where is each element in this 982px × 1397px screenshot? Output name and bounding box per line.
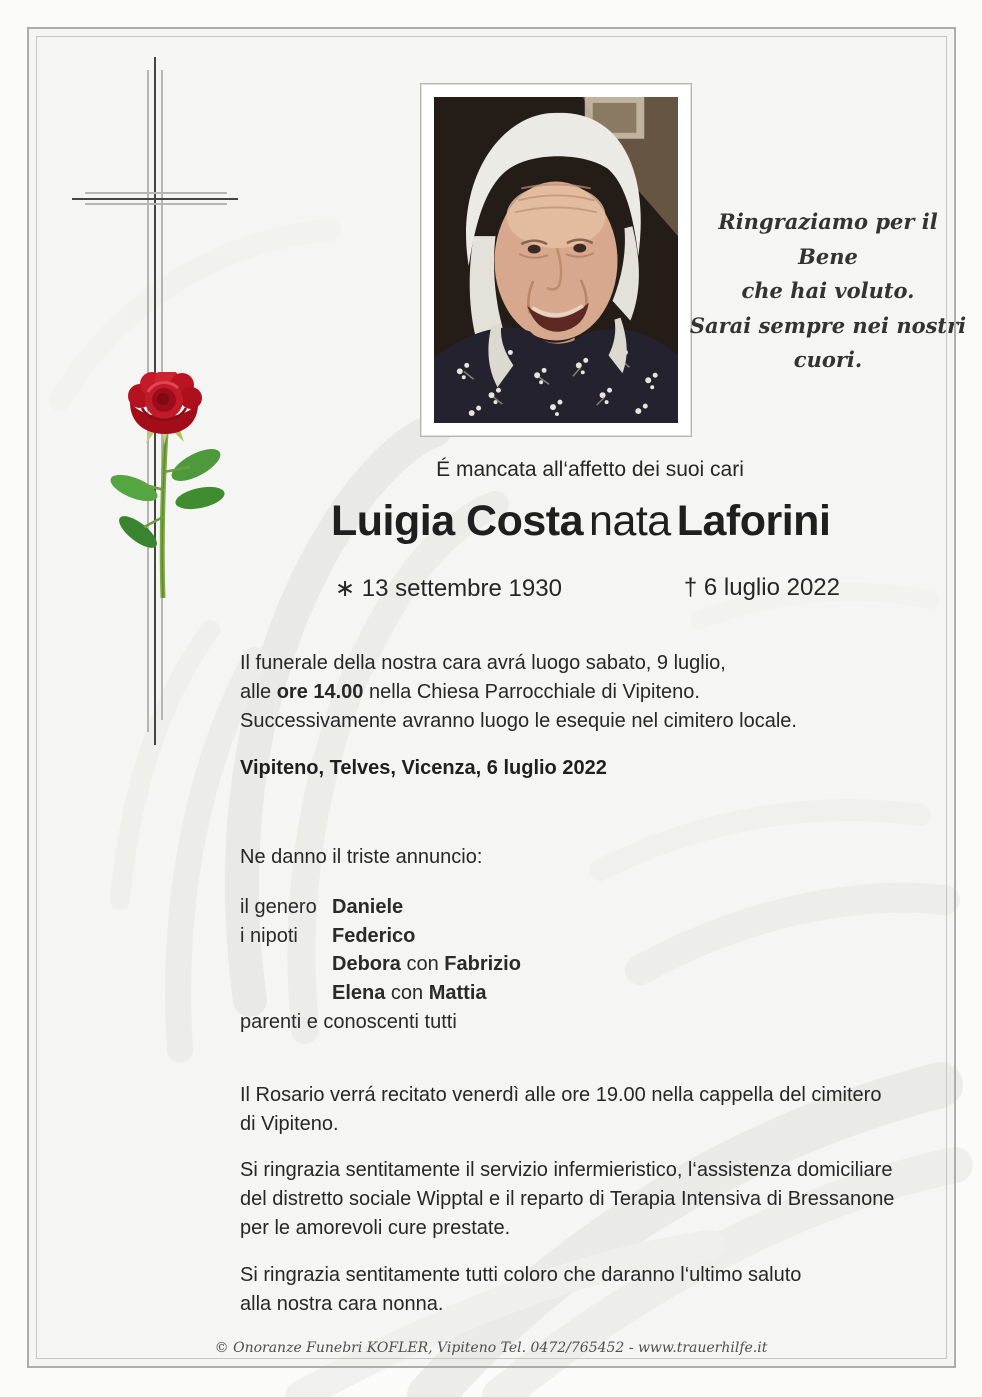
family-closing: parenti e conoscenti tutti: [240, 1010, 457, 1033]
thanks-services-line-3: per le amorevoli cure prestate.: [240, 1217, 511, 1239]
funeral-line-2: [240, 678, 980, 707]
cross-arm-echo-bottom: [85, 203, 227, 205]
deceased-first-name: Luigia Costa: [331, 497, 584, 545]
family-member-name: Elena: [332, 981, 386, 1004]
birth-date: ∗ 13 settembre 1930: [335, 575, 562, 602]
blessing-line-2: che hai voluto.: [741, 278, 915, 303]
funeral-line-1: Il funerale della nostra cara avrá luogo sabato, 9 luglio,: [240, 652, 726, 674]
funeral-time: ore 14.00: [276, 681, 364, 703]
con-label: con: [406, 953, 439, 975]
deceased-name: [331, 497, 891, 546]
family-row: [240, 979, 521, 1008]
portrait-photo-frame: [420, 83, 692, 437]
rose-icon: [100, 372, 230, 602]
announcement-heading: Ne danno il triste annuncio:: [240, 846, 483, 868]
deceased-maiden-name: Laforini: [676, 497, 831, 545]
thanks-all-line-2: alla nostra cara nonna.: [240, 1293, 444, 1315]
blessing-line-1: Ringraziamo per il Bene: [718, 209, 938, 269]
funeral-line-2-pre: alle: [240, 681, 272, 703]
rosary-line-2: di Vipiteno.: [240, 1113, 339, 1135]
funeral-paragraph: [240, 649, 980, 736]
family-member-name: Debora: [332, 953, 401, 975]
family-member-name: Fabrizio: [444, 953, 521, 975]
family-member-name: Mattia: [428, 981, 487, 1004]
portrait-photo: [434, 97, 678, 423]
funeral-line-2-post: nella Chiesa Parrocchiale di Vipiteno.: [369, 681, 700, 703]
family-member-name: Daniele: [332, 896, 404, 918]
family-list: [240, 893, 521, 1036]
family-row: [240, 950, 521, 979]
rosary-line-1: Il Rosario verrá recitato venerdì alle ore 19.00 nella cappella del cimitero: [240, 1084, 882, 1106]
cross-arm-echo-top: [85, 192, 227, 194]
rosary-paragraph: [240, 1081, 980, 1139]
con-label: con: [390, 981, 424, 1004]
thanks-all-line-1: Si ringrazia sentitamente tutti coloro che daranno l‘ultimo saluto: [240, 1264, 802, 1286]
thanks-all-paragraph: [240, 1261, 980, 1319]
nata-label: nata: [589, 497, 671, 545]
thanks-services-line-2: del distretto sociale Wipptal e il reparto di Terapia Intensiva di Bressanone: [240, 1188, 895, 1210]
relation-label: il genero: [240, 896, 317, 918]
blessing-line-3: Sarai sempre nei nostri cuori.: [689, 312, 967, 372]
intro-line: É mancata all‘affetto dei suoi cari: [436, 458, 744, 481]
funeral-home-footer: © Onoranze Funebri KOFLER, Vipiteno Tel. 0472/765452 - www.trauerhilfe.it: [214, 1340, 768, 1356]
thanks-services-paragraph: [240, 1156, 980, 1243]
thanks-services-line-1: Si ringrazia sentitamente il servizio infermieristico, l‘assistenza domiciliare: [240, 1159, 893, 1181]
place-date-line: Vipiteno, Telves, Vicenza, 6 luglio 2022: [240, 757, 607, 779]
blessing-text: [688, 205, 968, 378]
family-row: [240, 922, 521, 951]
relation-label: i nipoti: [240, 924, 298, 947]
family-member-name: Federico: [332, 924, 416, 947]
family-row: [240, 893, 521, 922]
cross-arm: [72, 198, 238, 200]
funeral-line-3: Successivamente avranno luogo le esequie nel cimitero locale.: [240, 710, 797, 732]
death-date: † 6 luglio 2022: [683, 574, 840, 601]
life-dates: [335, 574, 840, 603]
